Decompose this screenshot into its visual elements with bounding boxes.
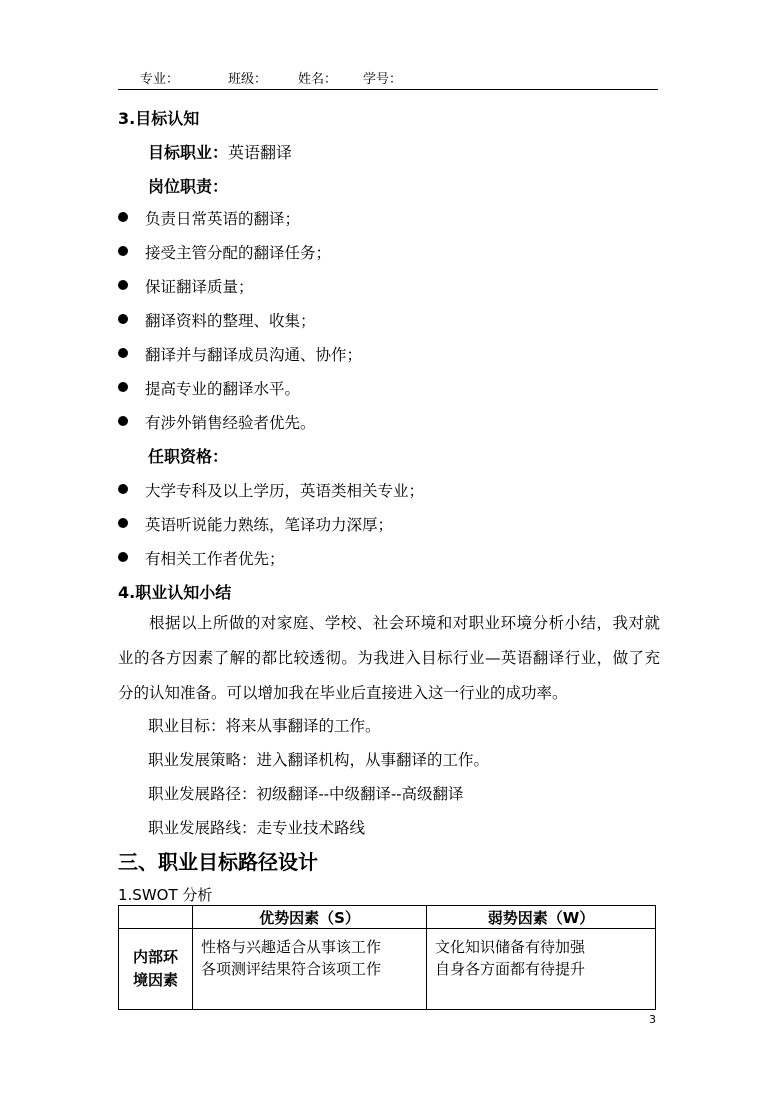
strength-column-header: 优势因素（S） <box>193 906 427 929</box>
strength-item: 性格与兴趣适合从事该工作 <box>201 938 382 956</box>
duty-item: 接受主管分配的翻译任务； <box>145 244 332 262</box>
header-student-id-label: 学号： <box>363 72 403 87</box>
strength-item: 各项测评结果符合该项工作 <box>201 960 382 978</box>
table-header-row <box>119 906 656 929</box>
duty-item: 提高专业的翻译水平。 <box>145 380 301 398</box>
header-class-label: 班级： <box>228 72 268 87</box>
bullet-icon <box>118 484 128 494</box>
bullet-icon <box>118 246 128 256</box>
bullet-icon <box>118 314 128 324</box>
bullet-icon <box>118 382 128 392</box>
career-route-line: 职业发展路线：走专业技术路线 <box>148 819 366 837</box>
swot-heading: 1.SWOT 分析 <box>118 886 213 904</box>
career-path-line: 职业发展路径：初级翻译--中级翻译--高级翻译 <box>148 785 464 803</box>
target-job-label: 目标职业： <box>148 143 229 162</box>
bullet-icon <box>118 416 128 426</box>
duty-item: 翻译并与翻译成员沟通、协作； <box>145 346 363 364</box>
table-row <box>119 929 656 1010</box>
header-divider <box>118 89 658 90</box>
internal-factors-label: 内部环境因素 <box>132 948 178 989</box>
duty-item: 翻译资料的整理、收集； <box>145 312 316 330</box>
chapter-3-heading: 三、职业目标路径设计 <box>118 850 318 874</box>
internal-factors-row-header <box>119 929 193 1010</box>
duties-label: 岗位职责： <box>148 177 229 196</box>
weakness-column-header: 弱势因素（W） <box>427 906 656 929</box>
qualification-item: 有相关工作者优先； <box>145 550 285 568</box>
career-goal-line: 职业目标：将来从事翻译的工作。 <box>148 717 381 735</box>
qualification-item: 英语听说能力熟练，笔译功力深厚； <box>145 516 394 534</box>
header-name-label: 姓名： <box>298 72 338 87</box>
page-header <box>118 68 658 88</box>
bullet-icon <box>118 348 128 358</box>
header-major-label: 专业： <box>140 72 180 87</box>
target-job-value: 英语翻译 <box>228 143 293 162</box>
table-corner-cell <box>119 906 193 929</box>
qualification-item: 大学专科及以上学历，英语类相关专业； <box>145 482 425 500</box>
bullet-icon <box>118 552 128 562</box>
qualifications-label: 任职资格： <box>148 447 229 466</box>
bullet-icon <box>118 518 128 528</box>
career-strategy-line: 职业发展策略：进入翻译机构，从事翻译的工作。 <box>148 751 490 769</box>
duty-item: 有涉外销售经验者优先。 <box>145 414 316 432</box>
bullet-icon <box>118 212 128 222</box>
swot-table <box>118 905 656 1010</box>
duty-item: 保证翻译质量； <box>145 278 254 296</box>
weakness-item: 自身各方面都有待提升 <box>435 960 586 978</box>
duty-item: 负责日常英语的翻译； <box>145 210 301 228</box>
section-4-heading: 4.职业认知小结 <box>118 583 232 602</box>
weakness-item: 文化知识储备有待加强 <box>435 938 586 956</box>
bullet-icon <box>118 280 128 290</box>
summary-paragraph: 根据以上所做的对家庭、学校、社会环境和对职业环境分析小结，我对就业的各方因素了解的都比较透彻。为我进入目标行业—英语翻译行业，做了充分的认知准备。可以增加我在毕业后直接进入这一行业的成功率。 <box>118 614 660 702</box>
page-number: 3 <box>649 1013 656 1026</box>
target-job-line <box>148 140 292 163</box>
section-3-heading: 3.目标认知 <box>118 109 200 128</box>
strengths-cell <box>193 929 427 1010</box>
weaknesses-cell <box>427 929 656 1010</box>
